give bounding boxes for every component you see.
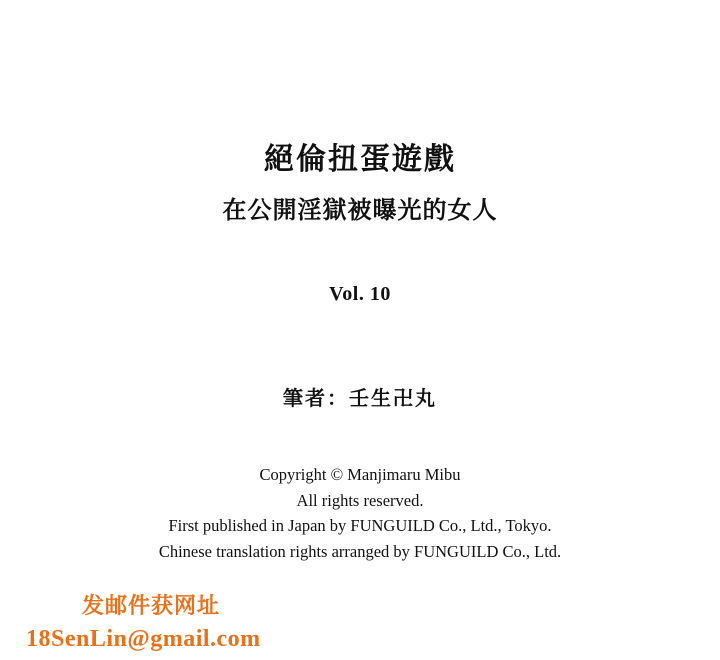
copyright-line-1: Copyright © Manjimaru Mibu (259, 465, 461, 484)
volume-label: Vol. 10 (329, 283, 391, 305)
book-title-sub: 在公開淫獄被曝光的女人 (222, 196, 498, 224)
copyright-line-4: Chinese translation rights arranged by FUNGUILD Co., Ltd. (158, 541, 562, 561)
watermark-block (26, 594, 261, 654)
watermark-text-cn: 发邮件获网址 (82, 594, 221, 619)
copyright-line-2: All rights reserved. (296, 490, 424, 510)
watermark-email: 18SenLin@gmail.com (26, 626, 261, 653)
copyright-line-3: First published in Japan by FUNGUILD Co., Ltd., Tokyo. (168, 516, 552, 536)
title-block (0, 142, 720, 225)
book-title-main: 絕倫扭蛋遊戲 (264, 142, 456, 177)
author-line: 筆者：壬生卍丸 (283, 386, 437, 410)
copyright-block (0, 462, 720, 564)
